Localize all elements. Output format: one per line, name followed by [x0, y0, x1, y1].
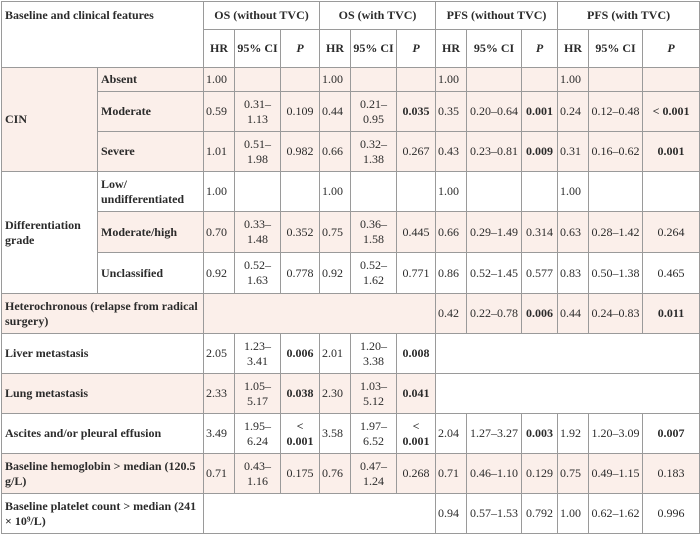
cell: 0.31 — [558, 132, 589, 172]
cell — [281, 68, 320, 92]
cell: 0.006 — [281, 334, 320, 374]
cell: 1.00 — [320, 172, 351, 212]
cell: 0.92 — [204, 253, 235, 294]
cell: 0.76 — [320, 454, 351, 494]
table-row — [2, 212, 700, 253]
cell: 0.75 — [558, 454, 589, 494]
ci-header: 95% CI — [589, 30, 643, 68]
row-label: Liver metastasis — [2, 334, 204, 374]
cell: 0.70 — [204, 212, 235, 253]
cell: 0.50–1.38 — [589, 253, 643, 294]
cell: 0.51–1.98 — [235, 132, 281, 172]
row-group-label: Differentiation grade — [2, 172, 98, 294]
cell: 0.36–1.58 — [351, 212, 397, 253]
cell: 0.29–1.49 — [467, 212, 522, 253]
cell: 0.43 — [436, 132, 467, 172]
group-header-pfs-without-tvc: PFS (without TVC) — [436, 2, 558, 30]
cell: 0.62–1.62 — [589, 494, 643, 534]
cell: 3.49 — [204, 414, 235, 454]
row-label: Ascites and/or pleural effusion — [2, 414, 204, 454]
cell: 0.20–0.64 — [467, 92, 522, 132]
p-header: P — [643, 30, 700, 68]
cell: 0.264 — [643, 212, 700, 253]
cell: 0.46–1.10 — [467, 454, 522, 494]
cell: 0.183 — [643, 454, 700, 494]
row-label: Baseline platelet count > median (241 × 10⁹/L) — [2, 494, 204, 534]
cell: 0.94 — [436, 494, 467, 534]
row-label: Severe — [98, 132, 204, 172]
cell: 1.00 — [204, 172, 235, 212]
cell — [281, 172, 320, 212]
cell: 0.006 — [522, 294, 558, 334]
cell: 0.63 — [558, 212, 589, 253]
cell: 0.771 — [397, 253, 436, 294]
ci-header: 95% CI — [351, 30, 397, 68]
cell: 3.58 — [320, 414, 351, 454]
table-row — [2, 68, 700, 92]
table-row — [2, 334, 700, 374]
row-group-label: CIN — [2, 68, 98, 172]
row-label: Heterochronous (relapse from radical surgery) — [2, 294, 204, 334]
cell: 0.35 — [436, 92, 467, 132]
cell: 1.00 — [558, 172, 589, 212]
cell: 1.92 — [558, 414, 589, 454]
cell: 0.71 — [436, 454, 467, 494]
cell — [522, 68, 558, 92]
row-label: Absent — [98, 68, 204, 92]
row-label: Moderate — [98, 92, 204, 132]
table-row — [2, 494, 700, 534]
cell: 0.52–1.45 — [467, 253, 522, 294]
cell: 0.28–1.42 — [589, 212, 643, 253]
p-header: P — [281, 30, 320, 68]
cell: 0.352 — [281, 212, 320, 253]
cell: 0.792 — [522, 494, 558, 534]
hr-header: HR — [558, 30, 589, 68]
ci-header: 95% CI — [467, 30, 522, 68]
cell: 0.007 — [643, 414, 700, 454]
cell: 1.03–5.12 — [351, 374, 397, 414]
cell: 0.83 — [558, 253, 589, 294]
cell: 1.00 — [436, 172, 467, 212]
cell: 0.49–1.15 — [589, 454, 643, 494]
cell — [351, 172, 397, 212]
cell: 0.041 — [397, 374, 436, 414]
cell: 0.24 — [558, 92, 589, 132]
cell: 0.23–0.81 — [467, 132, 522, 172]
cell: 1.00 — [436, 68, 467, 92]
table-row — [2, 374, 700, 414]
cell: 0.445 — [397, 212, 436, 253]
cell — [643, 172, 700, 212]
ci-header: 95% CI — [235, 30, 281, 68]
features-header: Baseline and clinical features — [2, 2, 204, 68]
cell: 0.577 — [522, 253, 558, 294]
cell — [351, 68, 397, 92]
cell: 1.23–3.41 — [235, 334, 281, 374]
cell: 0.75 — [320, 212, 351, 253]
cell: 0.33–1.48 — [235, 212, 281, 253]
cell: 0.996 — [643, 494, 700, 534]
cell: 0.001 — [643, 132, 700, 172]
cell: 1.97–6.52 — [351, 414, 397, 454]
cell: 0.24–0.83 — [589, 294, 643, 334]
row-label: Low/ undifferentiated — [98, 172, 204, 212]
cell: 1.00 — [320, 68, 351, 92]
cell — [397, 68, 436, 92]
hr-header: HR — [320, 30, 351, 68]
cell: 0.42 — [436, 294, 467, 334]
cell: 0.47–1.24 — [351, 454, 397, 494]
p-header: P — [522, 30, 558, 68]
cell: 0.22–0.78 — [467, 294, 522, 334]
cell: 0.001 — [522, 92, 558, 132]
cell: 0.44 — [558, 294, 589, 334]
cell: 0.59 — [204, 92, 235, 132]
cell — [643, 68, 700, 92]
cell: 1.01 — [204, 132, 235, 172]
cell: 1.20–3.38 — [351, 334, 397, 374]
p-header: P — [397, 30, 436, 68]
cell: 0.52–1.63 — [235, 253, 281, 294]
cell: 0.86 — [436, 253, 467, 294]
group-header-os-with-tvc: OS (with TVC) — [320, 2, 436, 30]
row-label: Unclassified — [98, 253, 204, 294]
group-header-os-without-tvc: OS (without TVC) — [204, 2, 320, 30]
cell: 1.95–6.24 — [235, 414, 281, 454]
cell: 1.20–3.09 — [589, 414, 643, 454]
cell: 0.71 — [204, 454, 235, 494]
cell: 0.66 — [320, 132, 351, 172]
cell: 0.92 — [320, 253, 351, 294]
table-row — [2, 132, 700, 172]
cell: 1.00 — [204, 68, 235, 92]
empty-cell — [204, 494, 436, 534]
cell: 2.33 — [204, 374, 235, 414]
cell: 0.465 — [643, 253, 700, 294]
group-header-pfs-with-tvc: PFS (with TVC) — [558, 2, 700, 30]
cell: 0.175 — [281, 454, 320, 494]
cell: 1.05–5.17 — [235, 374, 281, 414]
cell: 1.27–3.27 — [467, 414, 522, 454]
cell: 0.129 — [522, 454, 558, 494]
row-label: Lung metastasis — [2, 374, 204, 414]
table-row — [2, 414, 700, 454]
cell: 0.66 — [436, 212, 467, 253]
cell: 0.003 — [522, 414, 558, 454]
hr-header: HR — [204, 30, 235, 68]
cell: 0.21–0.95 — [351, 92, 397, 132]
cell: 0.31–1.13 — [235, 92, 281, 132]
cell — [589, 68, 643, 92]
cell: 0.109 — [281, 92, 320, 132]
table-row — [2, 294, 700, 334]
cell: < 0.001 — [281, 414, 320, 454]
cell: < 0.001 — [397, 414, 436, 454]
cell — [467, 68, 522, 92]
cell: 0.011 — [643, 294, 700, 334]
cell: 0.52–1.62 — [351, 253, 397, 294]
cell: 2.30 — [320, 374, 351, 414]
results-table — [1, 1, 700, 534]
cell: 0.008 — [397, 334, 436, 374]
cell — [589, 172, 643, 212]
cell: 2.01 — [320, 334, 351, 374]
cell — [235, 172, 281, 212]
cell: 0.778 — [281, 253, 320, 294]
cell: 0.43–1.16 — [235, 454, 281, 494]
empty-cell — [436, 334, 700, 374]
cell: < 0.001 — [643, 92, 700, 132]
cell — [522, 172, 558, 212]
table-row — [2, 454, 700, 494]
cell: 2.05 — [204, 334, 235, 374]
cell — [397, 172, 436, 212]
cell: 0.009 — [522, 132, 558, 172]
hr-header: HR — [436, 30, 467, 68]
cell — [235, 68, 281, 92]
cell: 0.314 — [522, 212, 558, 253]
cell — [467, 172, 522, 212]
cell: 0.035 — [397, 92, 436, 132]
cell: 0.038 — [281, 374, 320, 414]
empty-cell — [204, 294, 436, 334]
row-label: Moderate/high — [98, 212, 204, 253]
empty-cell — [436, 374, 700, 414]
row-label: Baseline hemoglobin > median (120.5 g/L) — [2, 454, 204, 494]
cell: 2.04 — [436, 414, 467, 454]
cell: 0.268 — [397, 454, 436, 494]
cell: 0.12–0.48 — [589, 92, 643, 132]
cell: 0.982 — [281, 132, 320, 172]
table-row — [2, 92, 700, 132]
table-row — [2, 172, 700, 212]
cell: 0.267 — [397, 132, 436, 172]
cell: 0.16–0.62 — [589, 132, 643, 172]
cell: 1.00 — [558, 68, 589, 92]
cell: 0.44 — [320, 92, 351, 132]
cell: 0.32–1.38 — [351, 132, 397, 172]
cell: 1.00 — [558, 494, 589, 534]
table-row — [2, 253, 700, 294]
cell: 0.57–1.53 — [467, 494, 522, 534]
